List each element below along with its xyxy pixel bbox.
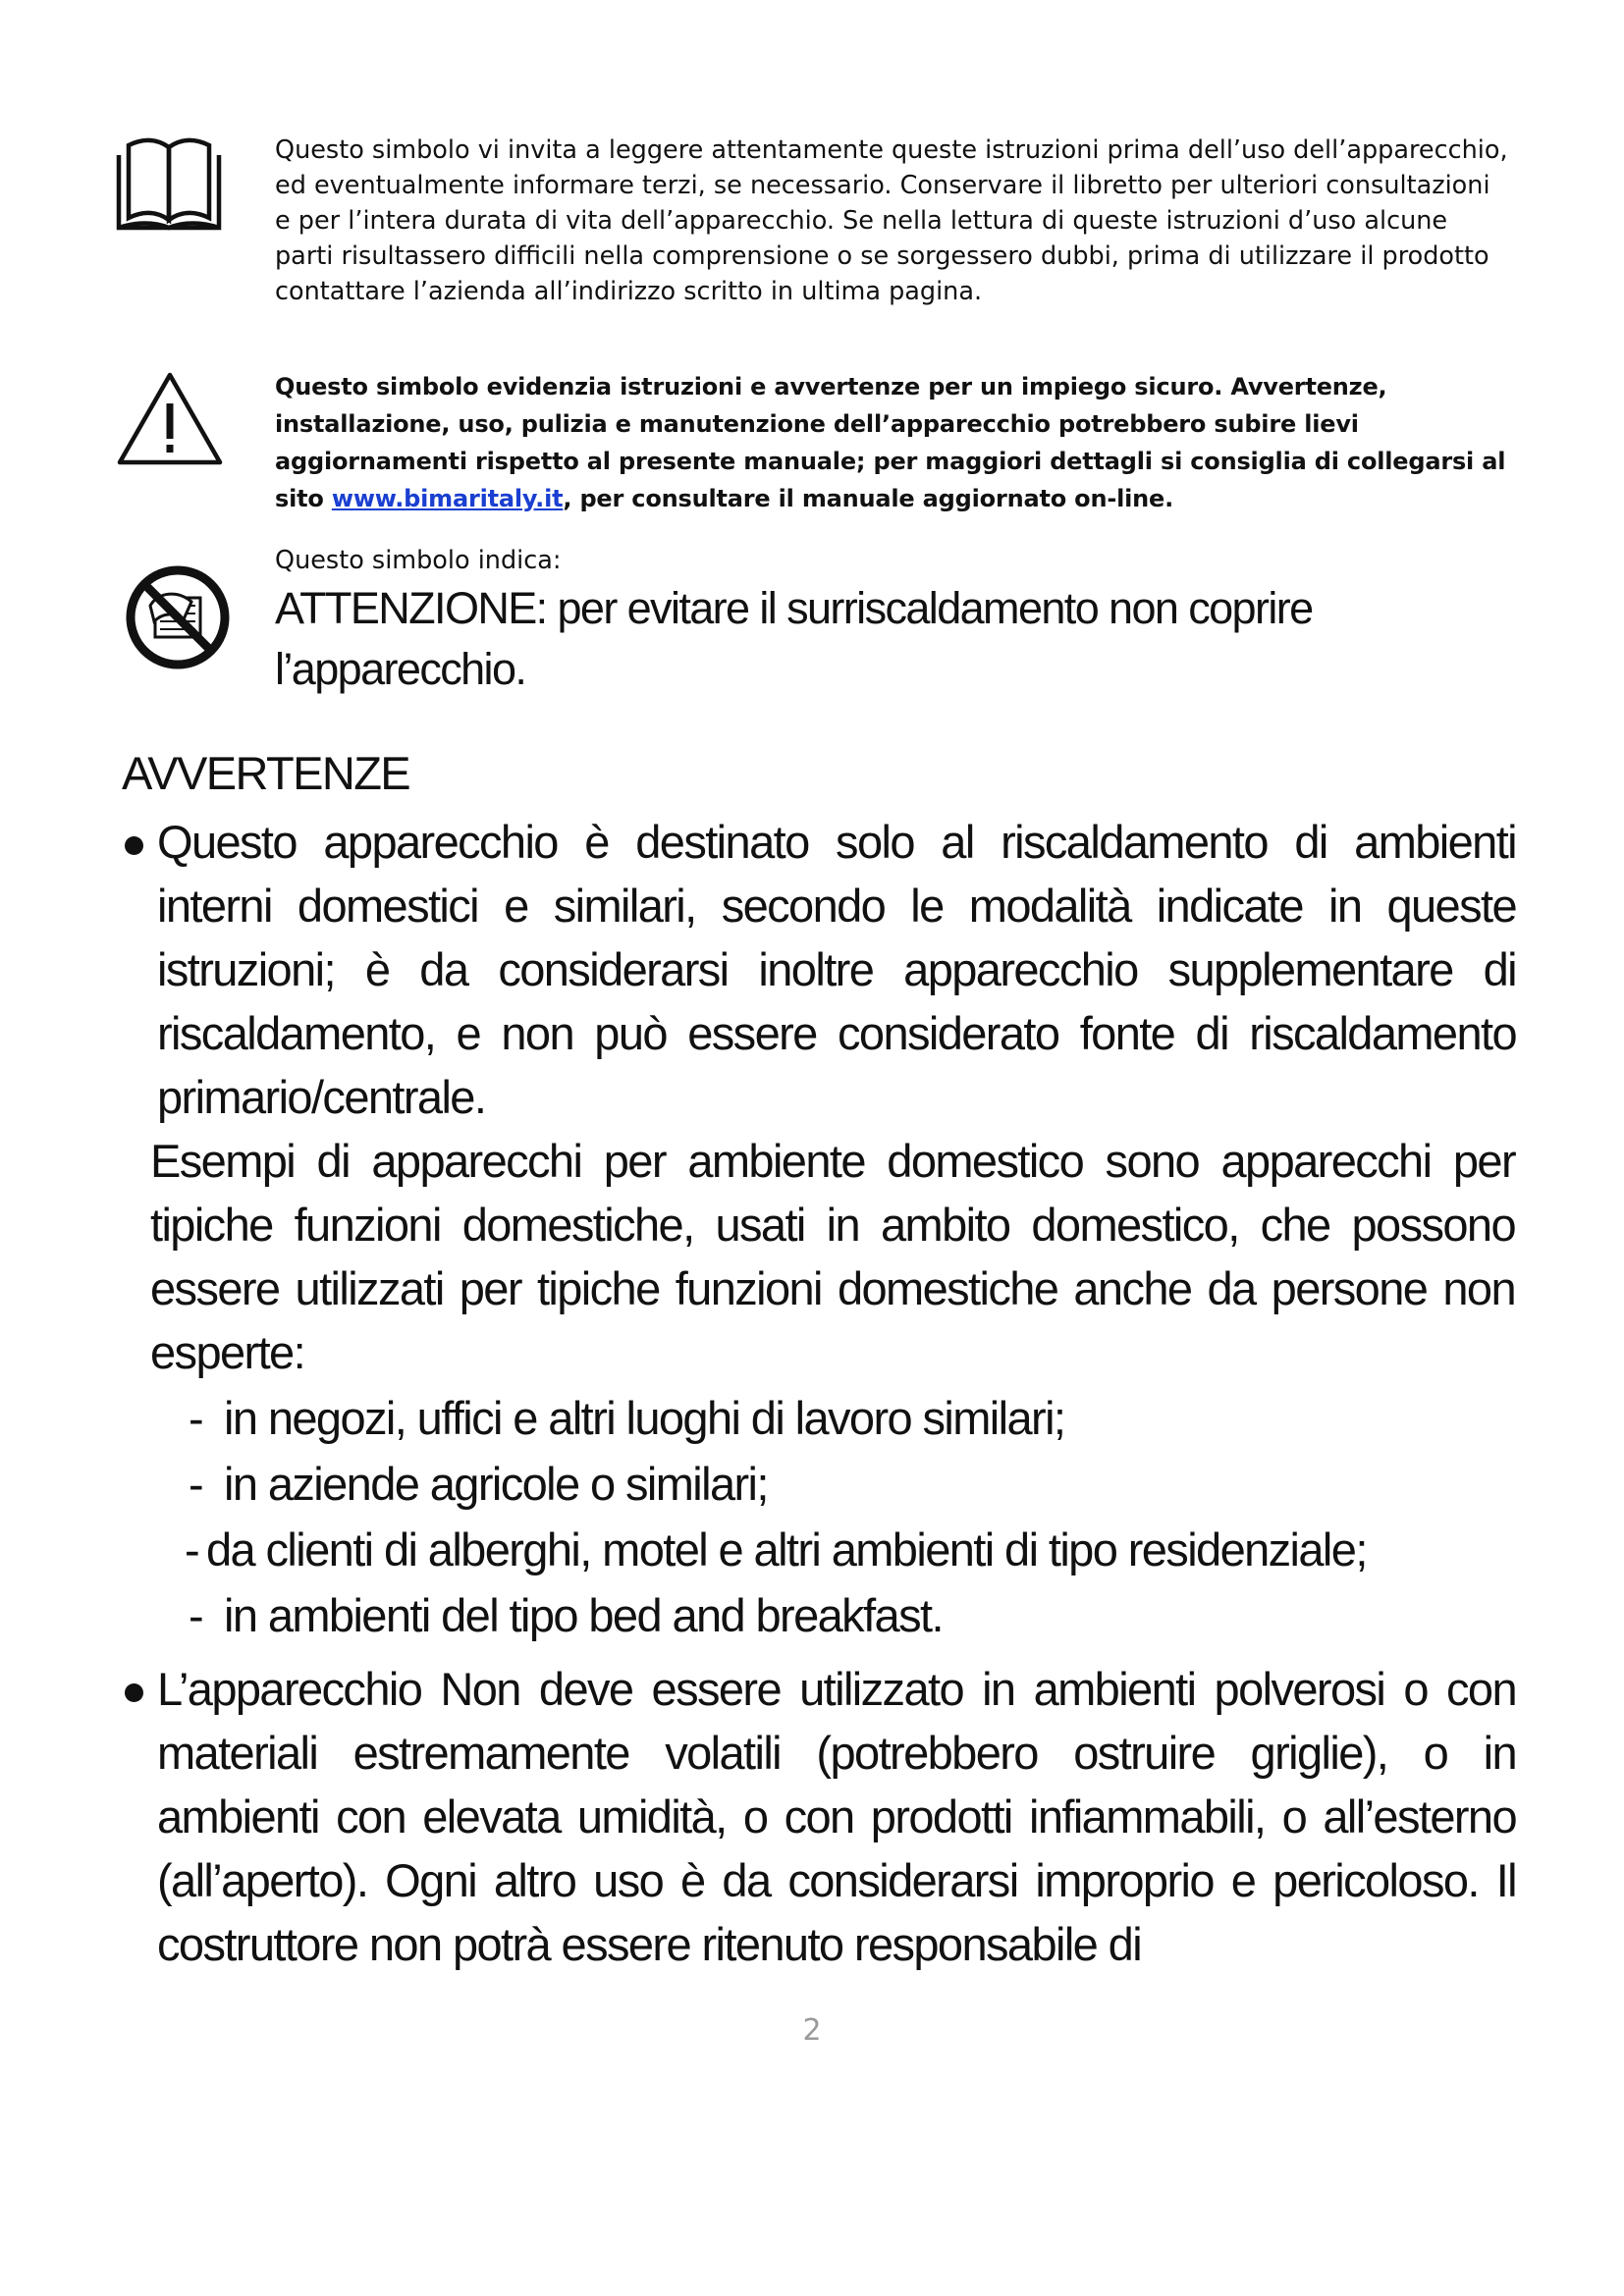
list-item: - in negozi, uffici e altri luoghi di lavoro similari;: [189, 1392, 1065, 1444]
warning-triangle-icon: [115, 370, 225, 468]
warning-symbol-description: [275, 368, 1512, 517]
do-not-cover-icon: [123, 562, 233, 672]
do-not-cover-intro: Questo simbolo indica:: [275, 546, 562, 575]
website-link[interactable]: www.bimaritaly.it: [331, 485, 564, 512]
manual-symbol-description: Questo simbolo vi invita a leggere attentamente queste istruzioni prima dell’uso dell’apparecchio, ed eventualmente informare terzi, se necessario. Conservare il libretto per ulteriori consultazioni e per l’intera durata di vita dell’apparecchio. Se nella lettura di queste istruzioni d’uso alcune parti risultassero difficili nella comprensione o se sorgessero dubbi, prima di utilizzare il prodotto contattare l’azienda all’indirizzo scritto in ultima pagina.: [275, 135, 1508, 306]
warning-text-start: Questo simbolo evidenzia istruzioni e avvertenze per un impiego sicuro. Avvertenze, installazione, uso, pulizia e manutenzione dell’apparecchio potrebbero subire lievi aggiornamenti rispetto al presente manuale; per maggiori dettagli si consiglia di collegarsi al sito: [275, 373, 1506, 512]
warning-bullet-environment: [122, 1657, 1516, 1976]
list-item: - da clienti di alberghi, motel e altri ambienti di tipo residenziale;: [185, 1523, 1367, 1575]
examples-paragraph: Esempi di apparecchi per ambiente domestico sono apparecchi per tipiche funzioni domestiche, usati in ambito domestico, che possono essere utilizzati per tipiche funzioni domestiche anche da persone non esperte:: [150, 1135, 1515, 1378]
page-number: 2: [802, 2013, 822, 2048]
section-title: AVVERTENZE: [122, 747, 410, 799]
warning-bullet-heating-use: [122, 810, 1516, 1129]
bullet-text: L’apparecchio Non deve essere utilizzato in ambienti polverosi o con materiali estremamente volatili (potrebbero ostruire griglie), o in ambienti con elevata umidità, o con prodotti infiammabili, o all’esterno (all’aperto). Ogni altro uso è da considerarsi improprio e pericoloso. Il costruttore non potrà essere ritenuto responsabile di: [157, 1663, 1516, 1970]
bullet-icon: [125, 836, 143, 855]
attention-note: ATTENZIONE: per evitare il surriscaldamento non coprire l’apparecchio.: [275, 583, 1313, 694]
examples-list: [185, 1386, 1465, 1649]
bullet-icon: [125, 1683, 143, 1702]
bullet-text: Questo apparecchio è destinato solo al riscaldamento di ambienti interni domestici e similari, secondo le modalità indicate in queste istruzioni; è da considerarsi inoltre apparecchio supplementare di riscaldamento, e non può essere considerato fonte di riscaldamento primario/centrale.: [157, 816, 1516, 1123]
list-item: - in ambienti del tipo bed and breakfast.: [189, 1589, 943, 1641]
open-book-icon: [115, 137, 223, 236]
list-item: - in aziende agricole o similari;: [189, 1458, 768, 1510]
warning-text-end: , per consultare il manuale aggiornato on-line.: [563, 485, 1174, 512]
